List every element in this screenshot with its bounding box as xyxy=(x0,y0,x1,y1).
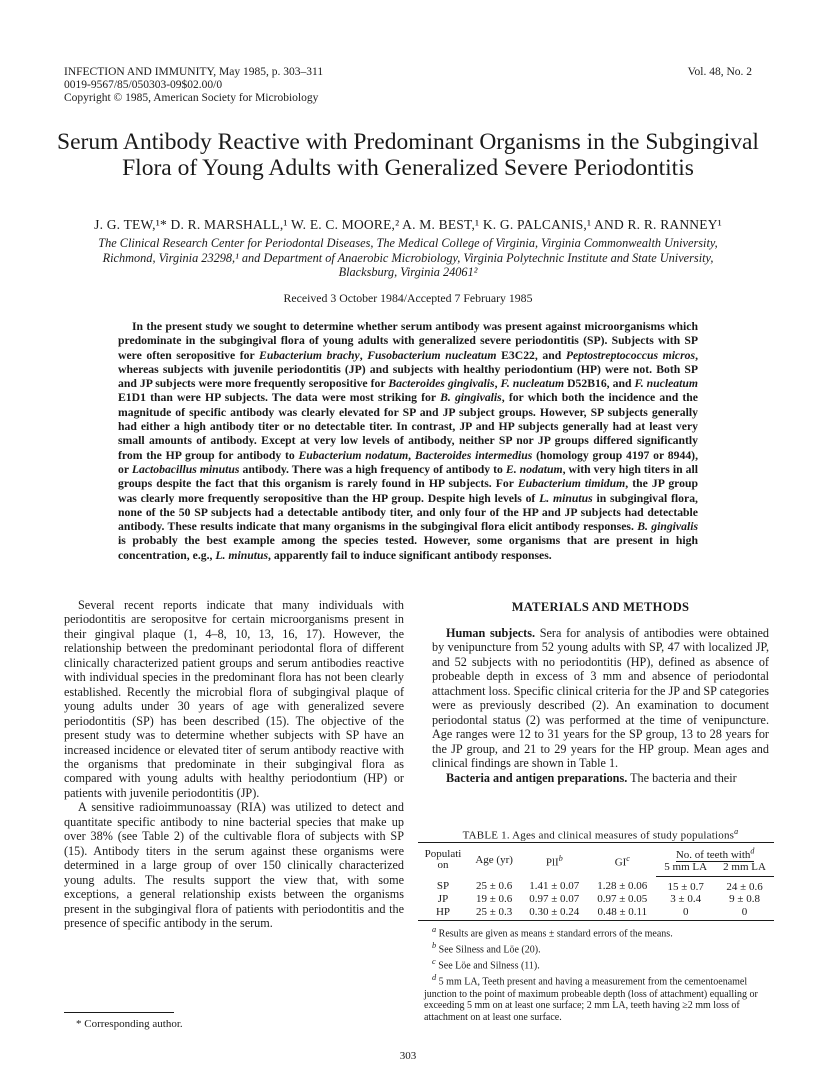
species-name: Bacteroides gingivalis xyxy=(388,377,495,391)
author-list: J. G. TEW,¹* D. R. MARSHALL,¹ W. E. C. MOORE,² A. M. BEST,¹ K. G. PALCANIS,¹ AND R. R. RANNEY¹ xyxy=(94,217,722,232)
species-name: Eubacterium nodatum xyxy=(298,448,409,462)
species-name: Eubacterium brachy xyxy=(259,348,360,362)
col-2mm-la: 2 mm LA xyxy=(715,861,774,876)
abstract-text: is probably the best example among the species tested. However, some organisms that are present in high concentration, e.g., xyxy=(118,534,698,562)
abstract-text: , with very high titers in all groups despite the fact that this organism is rarely found in HP subjects. For xyxy=(118,462,698,491)
footnote-rule xyxy=(64,1012,174,1013)
abstract-text: , xyxy=(359,348,368,362)
footnote: $^a$ Results are given as means ± standard errors of the means. xyxy=(432,925,673,940)
abstract-text: , the JP group was clearly more frequently seropositive than the HP group. Despite high levels of xyxy=(118,477,698,505)
table-caption: TABLE 1. Ages and clinical measures of study populations$^a$ xyxy=(462,827,739,842)
col-teeth-group: No. of teeth with$^d$ xyxy=(656,843,774,862)
abstract-text: D52B16, and xyxy=(564,377,635,391)
running-header xyxy=(64,66,323,105)
col-gi: $GI^c$ xyxy=(588,843,656,877)
species-name: Bacteroides intermedius xyxy=(414,448,533,462)
species-name: E. nodatum xyxy=(505,462,563,476)
species-name: F. nucleatum xyxy=(634,377,698,391)
species-name: Peptostreptococcus micros xyxy=(565,348,696,362)
species-name: F. nucleatum xyxy=(500,377,565,391)
species-name: Fusobacterium nucleatum xyxy=(367,348,497,362)
journal-citation: INFECTION AND IMMUNITY, May 1985, p. 303–311 xyxy=(64,66,324,78)
received-dates: Received 3 October 1984/Accepted 7 February 1985 xyxy=(283,291,533,305)
table-row: JP 19 ± 0.6 0.97 ± 0.07 0.97 ± 0.05 3 ± 0.4 9 ± 0.8 xyxy=(437,893,760,906)
run-in-heading-bacteria: Bacteria and antigen preparations. xyxy=(446,770,628,785)
article-title: Serum Antibody Reactive with Predominant Organisms in the Subgingival Flora of Young Adults with Generalized Severe Periodontitis xyxy=(57,129,759,181)
corresponding-author-note: * Corresponding author. xyxy=(76,1018,183,1030)
col-5mm-la: 5 mm LA xyxy=(656,861,715,876)
table-footnotes xyxy=(424,924,774,1024)
run-in-heading-human-subjects: Human subjects. xyxy=(446,626,536,640)
footnote: $^b$ See Silness and Löe (20). xyxy=(432,941,541,956)
col-population: Population xyxy=(418,843,468,877)
methods-text-1: Sera for analysis of antibodies were obtained by venipuncture from 52 young adults with SP, 47 with localized JP, and 52 subjects with no periodontitis (HP), defined as absence of probeable depth in excess of 3 mm and absence of periodontal attachment loss. Specific clinical criteria for the JP and SP categories were as previously described (2). An examination to document periodontal status (2) was performed at the time of venipuncture. Age ranges were 12 to 31 years for the SP group, 13 to 28 years for the JP group, and 21 to 29 years for the HP group. Mean ages and clinical findings are shown in Table 1. xyxy=(432,626,769,771)
copyright-line: Copyright © 1985, American Society for Microbiology xyxy=(64,92,319,104)
species-name: Lactobacillus minutus xyxy=(131,462,240,476)
page-number: 303 xyxy=(399,1050,417,1062)
species-name: L. minutus xyxy=(215,548,268,562)
abstract-text: E1D1 than were HP subjects. The data were most striking for xyxy=(118,391,441,405)
abstract-text: E3C22, and xyxy=(496,348,566,362)
doi-code: 0019-9567/85/050303-09$02.00/0 xyxy=(64,79,223,91)
abstract-text: In the present study we sought to determine whether serum antibody was present against microorganisms which predominate in the subgingival flora of young adults with generalized severe periodontitis (SP). Subjects with SP were often seropositive for xyxy=(118,320,698,362)
species-name: L. minutus xyxy=(539,491,593,505)
abstract-text: (homology group 4197 or 8944), or xyxy=(118,448,698,476)
abstract-text: , xyxy=(408,448,415,462)
abstract-text: , xyxy=(494,377,501,391)
intro-paragraph-1: Several recent reports indicate that many individuals with periodontitis are seropositve for certain microorganisms present in their gingival plaque (1, 4–8, 10, 13, 16, 17). However, the relationship between the predominant periodontal flora of different clinically characterized patient groups and serum antibodies reactive with individual species in the predominant flora has not been clearly established. Recently the microbial flora of subgingival plaque of young adults under 30 years of age with generalized severe periodontitis (SP) has been described (15). The objective of the present study was to determine whether subjects with SP have an increased incidence or elevated titer of serum antibody reactive with the organisms that predominate in their subgingival flora as compared with young adults with healthy periodontium (HP) or patients with juvenile periodontitis (JP). xyxy=(64,598,404,800)
table-1 xyxy=(418,842,774,921)
footnote: $^d$ 5 mm LA, Teeth present and having a measurement from the cementoenamel junction to the point of maximum probeable depth (loss of attachment) equalling or exceeding 5 mm on at least one surface; 2 mm LA, teeth having ≥2 mm loss of attachment on at least one surface. xyxy=(424,973,758,1024)
table-row: SP 25 ± 0.6 1.41 ± 0.07 1.28 ± 0.06 15 ± 0.7 24 ± 0.6 xyxy=(436,880,763,893)
methods-column xyxy=(432,626,769,785)
methods-text-2: The bacteria and their xyxy=(627,770,737,785)
abstract-text: , apparently fail to induce significant antibody responses. xyxy=(268,548,552,562)
species-name: B. gingivalis xyxy=(637,520,698,534)
species-name: Eubacterium timidum xyxy=(517,477,626,491)
species-name: B. gingivalis xyxy=(440,391,502,405)
col-pii: PlI$^b$ xyxy=(520,843,588,877)
volume-issue: Vol. 48, No. 2 xyxy=(687,66,752,78)
methods-paragraph-1 xyxy=(432,626,769,771)
abstract xyxy=(118,320,698,563)
intro-paragraph-2: A sensitive radioimmunoassay (RIA) was utilized to detect and quantitate specific antibody to nine bacterial species that make up over 38% (see Table 2) of the cultivable flora of subjects with SP (15). Antibody titers in the serum against these organisms were determined in a large group of over 150 clinically characterized young adults. The results support the view that, with some exceptions, a general relationship exists between the organisms present in the subgingival flora of patients with periodontitis and the presence of specific antibody in the serum. xyxy=(64,800,404,930)
intro-column xyxy=(64,598,404,930)
abstract-text: antibody. There was a high frequency of antibody to xyxy=(239,462,506,476)
table-row: HP 25 ± 0.3 0.30 ± 0.24 0.48 ± 0.11 0 0 xyxy=(418,906,774,921)
section-heading: MATERIALS AND METHODS xyxy=(511,600,690,614)
abstract-text: , for which both the incidence and the magnitude of specific antibody was clearly elevated for SP and JP subject groups. However, SP subjects generally had either a high antibody titer or no detectable titer. In contrast, JP and HP subjects generally had at least very small amounts of antibody. Except at very low levels of antibody, neither SP nor JP groups differed significantly from the HP group for antibody to xyxy=(118,391,698,462)
abstract-text: , whereas subjects with juvenile periodontitis (JP) and subjects with healthy periodontium (HP) were not. Both SP and JP subjects were more frequently seropositive for xyxy=(118,348,698,391)
abstract-text: in subgingival flora, none of the 50 SP subjects had a detectable antibody titer, and only four of the HP and JP subjects had detectable antibody. These results indicate that many organisms in the subgingival flora elicit antibody responses. xyxy=(118,491,698,534)
col-age: Age (yr) xyxy=(468,843,520,877)
methods-paragraph-2 xyxy=(432,771,769,785)
affiliations: The Clinical Research Center for Periodontal Diseases, The Medical College of Virginia, Virginia Commonwealth University, Richmond, Virginia 23298,¹ and Department of Anaerobic Microbiology, Virginia Polytechnic Institute and State University, Blacksburg, Virginia 24061² xyxy=(98,236,718,280)
footnote: $^c$ See Löe and Silness (11). xyxy=(432,957,540,972)
